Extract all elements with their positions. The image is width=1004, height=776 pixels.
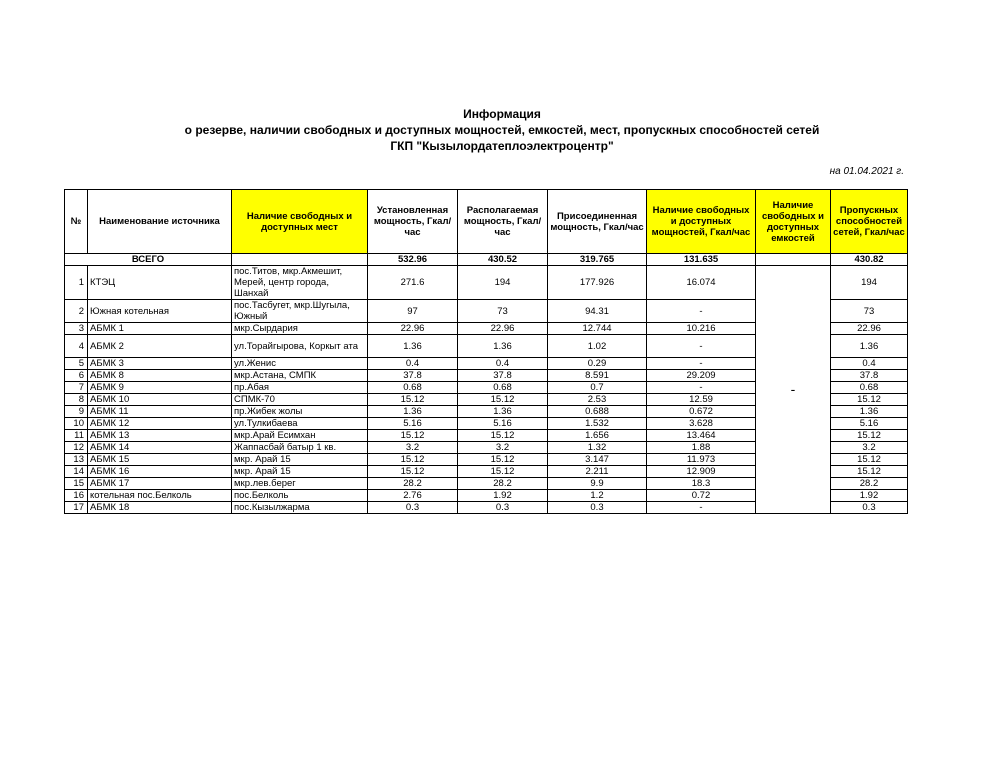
title-line-1: Информация	[463, 107, 541, 121]
row-no: 15	[65, 478, 88, 490]
row-no: 4	[65, 335, 88, 358]
row-throughput: 3.2	[831, 442, 908, 454]
row-places: мкр.Сырдария	[232, 323, 368, 335]
row-available: 15.12	[458, 454, 548, 466]
row-throughput: 15.12	[831, 394, 908, 406]
row-no: 14	[65, 466, 88, 478]
header-available: Располагаемая мощность, Гкал/час	[458, 190, 548, 254]
row-source: АБМК 1	[88, 323, 232, 335]
row-available: 0.3	[458, 502, 548, 514]
row-installed: 0.3	[368, 502, 458, 514]
row-free-power: -	[647, 335, 756, 358]
row-available: 3.2	[458, 442, 548, 454]
row-installed: 97	[368, 300, 458, 323]
row-no: 16	[65, 490, 88, 502]
row-no: 11	[65, 430, 88, 442]
row-free-power: -	[647, 300, 756, 323]
row-no: 13	[65, 454, 88, 466]
row-source: КТЭЦ	[88, 266, 232, 300]
row-available: 37.8	[458, 370, 548, 382]
row-connected: 2.211	[548, 466, 647, 478]
header-source: Наименование источника	[88, 190, 232, 254]
row-installed: 0.4	[368, 358, 458, 370]
row-available: 0.68	[458, 382, 548, 394]
row-installed: 37.8	[368, 370, 458, 382]
row-installed: 271.6	[368, 266, 458, 300]
total-row	[65, 254, 908, 266]
row-available: 1.92	[458, 490, 548, 502]
row-source: АБМК 14	[88, 442, 232, 454]
row-throughput: 1.92	[831, 490, 908, 502]
row-free-power: -	[647, 358, 756, 370]
row-connected: 1.32	[548, 442, 647, 454]
row-source: АБМК 17	[88, 478, 232, 490]
row-no: 9	[65, 406, 88, 418]
header-no: №	[65, 190, 88, 254]
row-installed: 2.76	[368, 490, 458, 502]
row-connected: 9.9	[548, 478, 647, 490]
row-connected: 8.591	[548, 370, 647, 382]
row-connected: 2.53	[548, 394, 647, 406]
row-free-power: 3.628	[647, 418, 756, 430]
row-connected: 0.29	[548, 358, 647, 370]
row-throughput: 5.16	[831, 418, 908, 430]
row-free-power: 12.59	[647, 394, 756, 406]
row-free-power: -	[647, 382, 756, 394]
row-available: 15.12	[458, 430, 548, 442]
header-installed: Установленная мощность, Гкал/час	[368, 190, 458, 254]
row-no: 17	[65, 502, 88, 514]
total-available: 430.52	[458, 254, 548, 266]
row-available: 0.4	[458, 358, 548, 370]
row-places: пос.Тасбугет, мкр.Шугыла, Южный	[232, 300, 368, 323]
row-no: 2	[65, 300, 88, 323]
row-connected: 1.656	[548, 430, 647, 442]
row-available: 28.2	[458, 478, 548, 490]
report-date: на 01.04.2021 г.	[829, 166, 904, 177]
row-places: мкр. Арай 15	[232, 454, 368, 466]
row-available: 15.12	[458, 394, 548, 406]
row-connected: 0.7	[548, 382, 647, 394]
row-places: мкр. Арай 15	[232, 466, 368, 478]
row-no: 7	[65, 382, 88, 394]
row-throughput: 0.4	[831, 358, 908, 370]
header-places: Наличие свободных и доступных мест	[232, 190, 368, 254]
row-free-power: 0.672	[647, 406, 756, 418]
row-connected: 0.688	[548, 406, 647, 418]
row-source: котельная пос.Белколь	[88, 490, 232, 502]
row-places: Жаппасбай батыр 1 кв.	[232, 442, 368, 454]
row-connected: 1.532	[548, 418, 647, 430]
row-free-power: 0.72	[647, 490, 756, 502]
row-places: СПМК-70	[232, 394, 368, 406]
row-connected: 12.744	[548, 323, 647, 335]
row-installed: 15.12	[368, 466, 458, 478]
row-source: АБМК 12	[88, 418, 232, 430]
row-connected: 0.3	[548, 502, 647, 514]
row-free-power: 13.464	[647, 430, 756, 442]
row-free-power: 10.216	[647, 323, 756, 335]
row-throughput: 15.12	[831, 466, 908, 478]
document-title	[0, 106, 1004, 154]
row-connected: 94.31	[548, 300, 647, 323]
row-source: АБМК 11	[88, 406, 232, 418]
row-no: 12	[65, 442, 88, 454]
row-throughput: 194	[831, 266, 908, 300]
row-places: ул.Торайгырова, Коркыт ата	[232, 335, 368, 358]
row-places: мкр.лев.берег	[232, 478, 368, 490]
row-installed: 3.2	[368, 442, 458, 454]
row-available: 1.36	[458, 406, 548, 418]
row-available: 194	[458, 266, 548, 300]
header-throughput: Пропускных способностей сетей, Гкал/час	[831, 190, 908, 254]
row-installed: 1.36	[368, 335, 458, 358]
row-connected: 177.926	[548, 266, 647, 300]
row-throughput: 37.8	[831, 370, 908, 382]
row-connected: 3.147	[548, 454, 647, 466]
row-no: 6	[65, 370, 88, 382]
header-row	[65, 190, 908, 254]
row-places: пос.Титов, мкр.Акмешит, Мерей, центр города, Шанхай	[232, 266, 368, 300]
row-source: АБМК 10	[88, 394, 232, 406]
row-throughput: 1.36	[831, 406, 908, 418]
row-throughput: 22.96	[831, 323, 908, 335]
row-throughput: 1.36	[831, 335, 908, 358]
row-no: 3	[65, 323, 88, 335]
row-no: 1	[65, 266, 88, 300]
row-installed: 0.68	[368, 382, 458, 394]
row-throughput: 15.12	[831, 430, 908, 442]
row-installed: 22.96	[368, 323, 458, 335]
row-source: АБМК 2	[88, 335, 232, 358]
row-source: АБМК 15	[88, 454, 232, 466]
row-free-power: 12.909	[647, 466, 756, 478]
row-free-power: 1.88	[647, 442, 756, 454]
row-no: 8	[65, 394, 88, 406]
row-available: 73	[458, 300, 548, 323]
total-throughput: 430.82	[831, 254, 908, 266]
total-places	[232, 254, 368, 266]
row-available: 1.36	[458, 335, 548, 358]
total-connected: 319.765	[548, 254, 647, 266]
row-source: АБМК 3	[88, 358, 232, 370]
row-throughput: 0.3	[831, 502, 908, 514]
row-source: АБМК 18	[88, 502, 232, 514]
row-places: пос.Кызылжарма	[232, 502, 368, 514]
row-free-power: 29.209	[647, 370, 756, 382]
title-line-2: о резерве, наличии свободных и доступных мощностей, емкостей, мест, пропускных способностей сетей	[184, 123, 820, 137]
row-no: 5	[65, 358, 88, 370]
row-connected: 1.2	[548, 490, 647, 502]
free-capacity-merged-cell: -	[756, 266, 831, 514]
total-installed: 532.96	[368, 254, 458, 266]
row-free-power: 18.3	[647, 478, 756, 490]
row-available: 5.16	[458, 418, 548, 430]
row-places: пр.Абая	[232, 382, 368, 394]
row-installed: 15.12	[368, 454, 458, 466]
row-free-power: -	[647, 502, 756, 514]
row-installed: 15.12	[368, 394, 458, 406]
row-installed: 15.12	[368, 430, 458, 442]
row-throughput: 28.2	[831, 478, 908, 490]
row-places: пр.Жибек жолы	[232, 406, 368, 418]
row-places: мкр.Астана, СМПК	[232, 370, 368, 382]
row-places: пос.Белколь	[232, 490, 368, 502]
row-no: 10	[65, 418, 88, 430]
row-installed: 1.36	[368, 406, 458, 418]
row-source: АБМК 9	[88, 382, 232, 394]
row-source: АБМК 8	[88, 370, 232, 382]
row-throughput: 0.68	[831, 382, 908, 394]
total-free-power: 131.635	[647, 254, 756, 266]
row-throughput: 15.12	[831, 454, 908, 466]
row-places: ул.Женис	[232, 358, 368, 370]
row-free-power: 11.973	[647, 454, 756, 466]
row-source: Южная котельная	[88, 300, 232, 323]
row-source: АБМК 13	[88, 430, 232, 442]
row-places: мкр.Арай Есимхан	[232, 430, 368, 442]
header-free-capacity: Наличие свободных и доступных емкостей	[756, 190, 831, 254]
row-connected: 1.02	[548, 335, 647, 358]
row-places: ул.Тулкибаева	[232, 418, 368, 430]
title-line-3: ГКП "Кызылордатеплоэлектроцентр"	[390, 139, 614, 153]
row-installed: 5.16	[368, 418, 458, 430]
row-available: 15.12	[458, 466, 548, 478]
row-source: АБМК 16	[88, 466, 232, 478]
total-label: ВСЕГО	[65, 254, 232, 266]
row-throughput: 73	[831, 300, 908, 323]
row-available: 22.96	[458, 323, 548, 335]
capacity-table	[64, 189, 908, 514]
total-free-capacity	[756, 254, 831, 266]
header-free-power: Наличие свободных и доступных мощностей, Гкал/час	[647, 190, 756, 254]
row-installed: 28.2	[368, 478, 458, 490]
row-free-power: 16.074	[647, 266, 756, 300]
header-connected: Присоединенная мощность, Гкал/час	[548, 190, 647, 254]
table-row	[65, 266, 908, 300]
